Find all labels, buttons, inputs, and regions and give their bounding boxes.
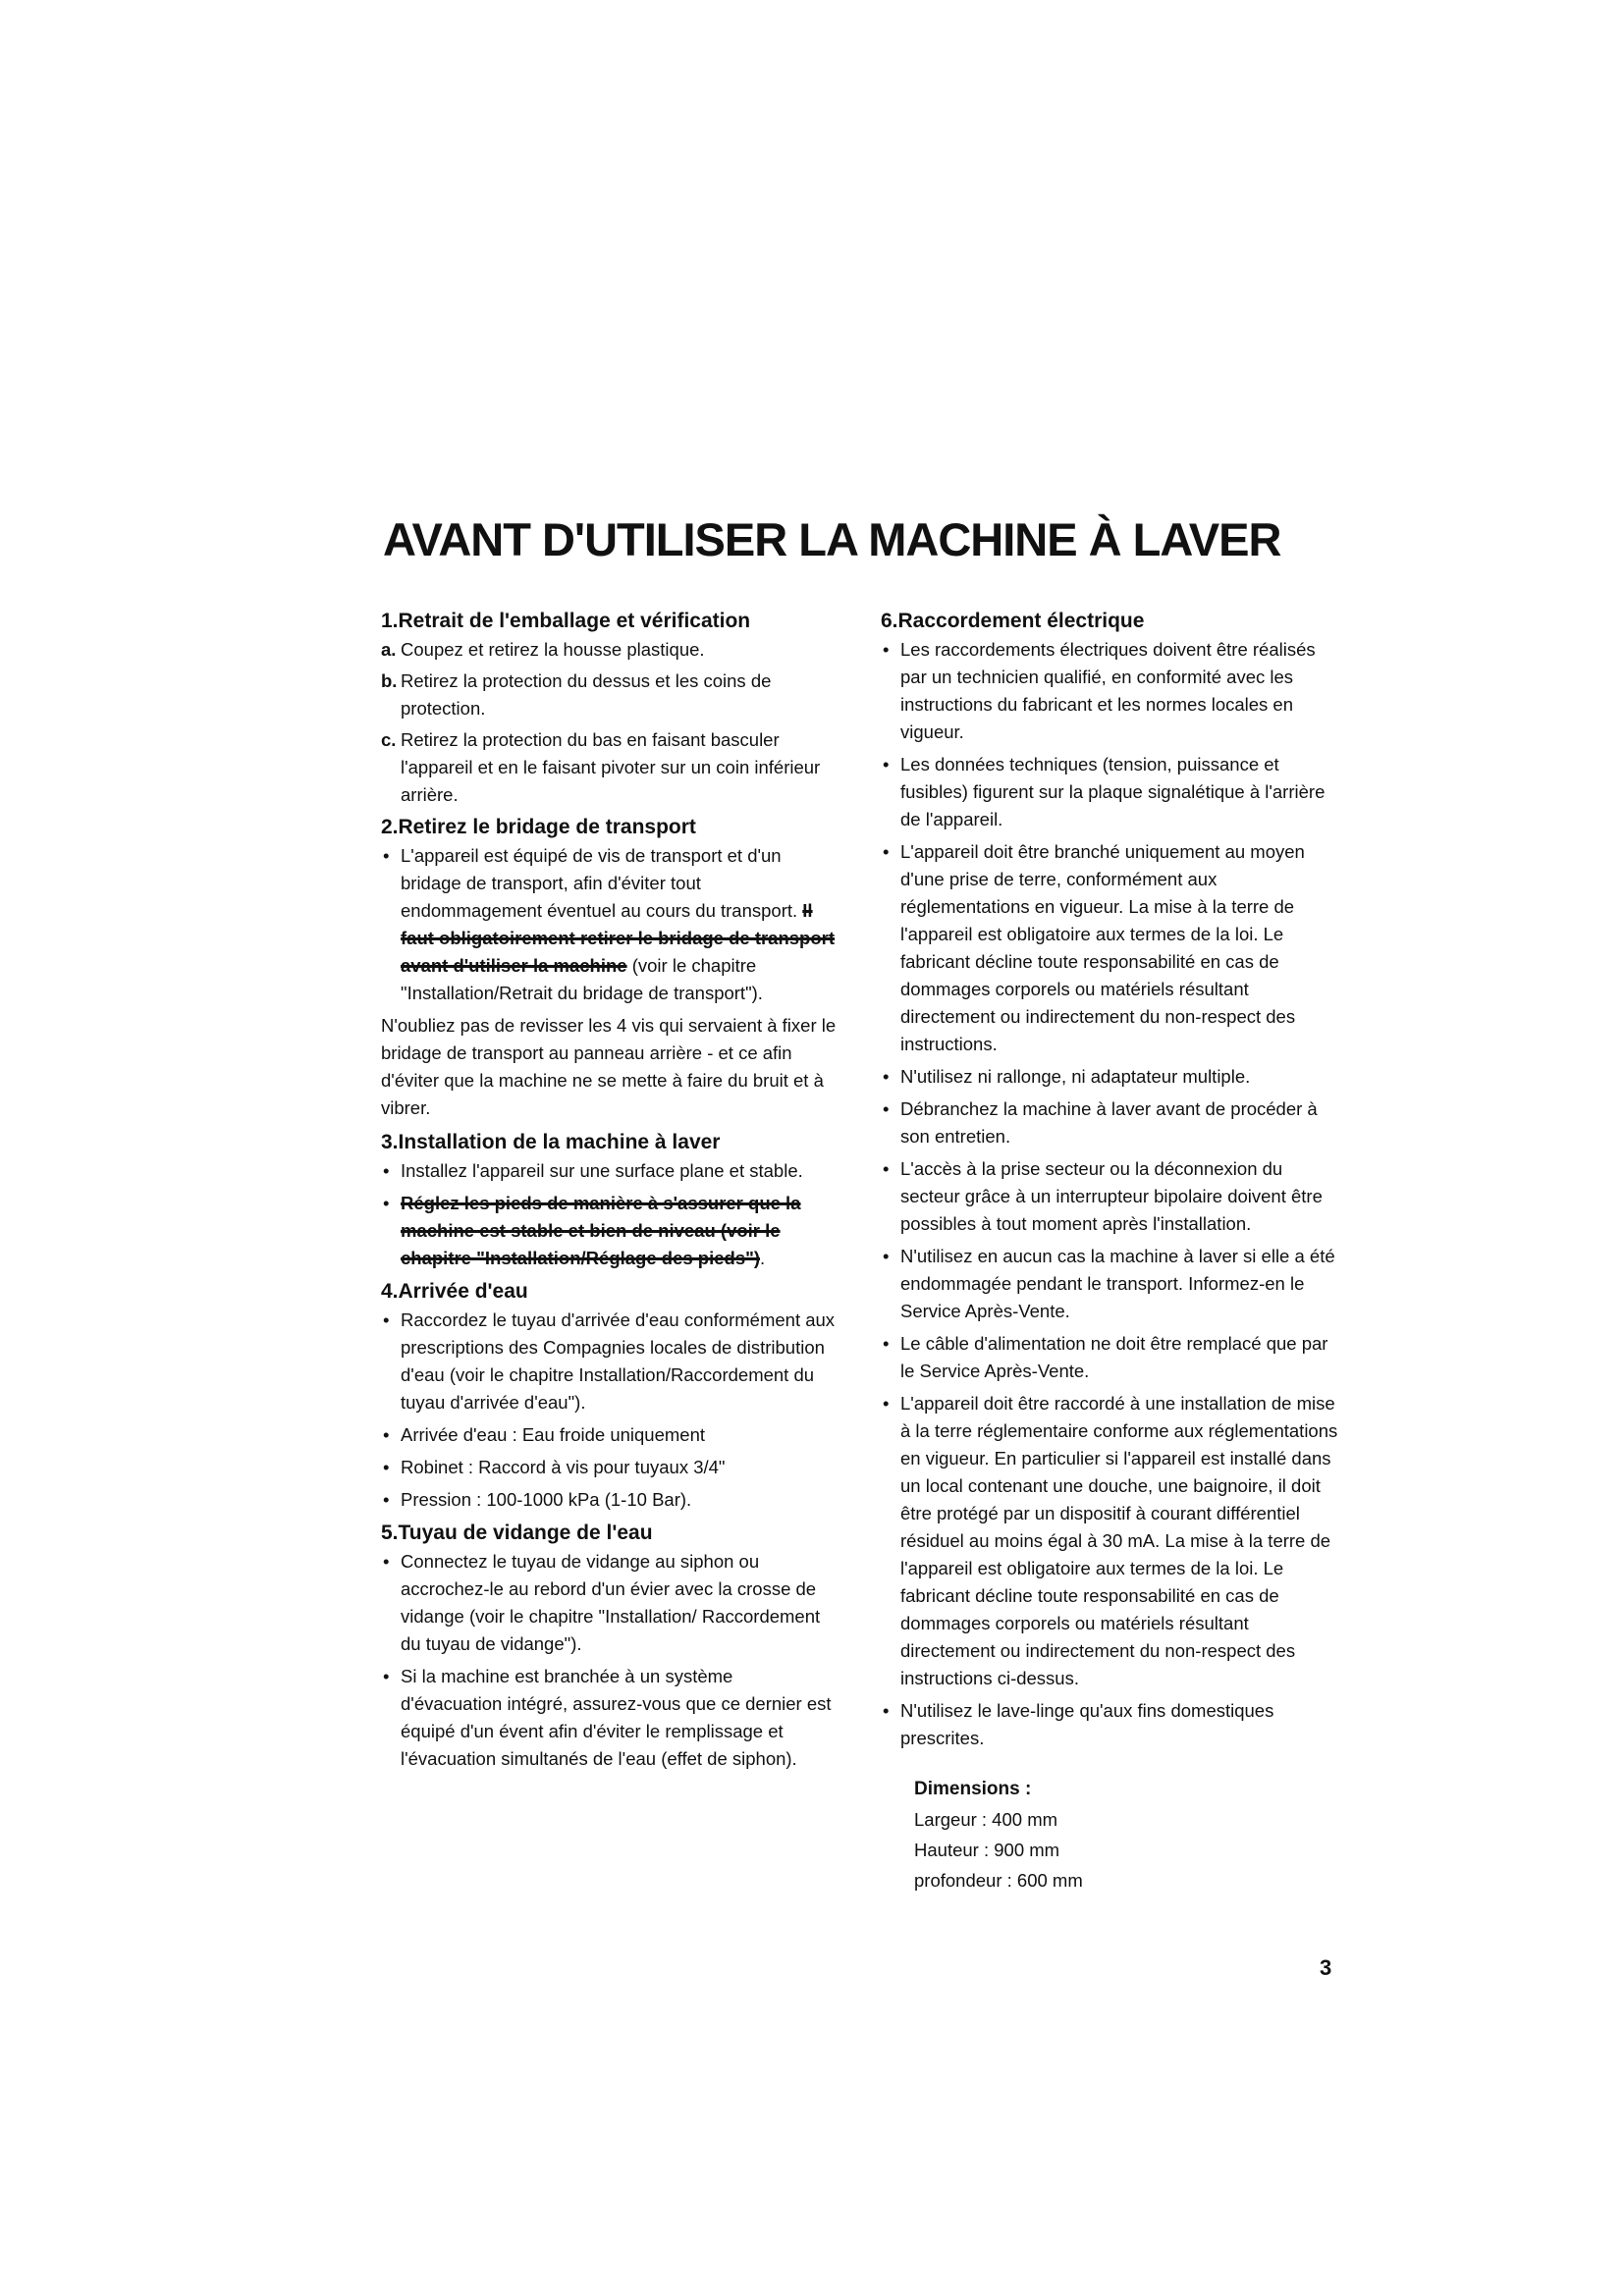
bullet-text: L'appareil est équipé de vis de transport et d'un bridage de transport, afin d'éviter tout endommagement éventuel au cours du transport. xyxy=(401,845,798,921)
dimension-height: Hauteur : 900 mm xyxy=(914,1840,1060,1860)
bullet-item: • L'accès à la prise secteur ou la déconnexion du secteur grâce à un interrupteur bipolaire doivent être possibles à tout moment après l'installation. xyxy=(881,1155,1338,1238)
right-column xyxy=(881,607,1338,1896)
dimensions-block xyxy=(914,1774,1338,1896)
bullet-item: • Raccordez le tuyau d'arrivée d'eau conformément aux prescriptions des Compagnies locales de distribution d'eau (voir le chapitre Installation/Raccordement du tuyau d'arrivée d'eau"). xyxy=(381,1307,838,1416)
item-text: Coupez et retirez la housse plastique. xyxy=(401,639,705,660)
item-marker: b. xyxy=(381,670,398,691)
section-heading-2: 2.Retirez le bridage de transport xyxy=(381,816,696,838)
page-title: AVANT D'UTILISER LA MACHINE À LAVER xyxy=(383,513,1281,565)
struck-text: Réglez les pieds de manière à s'assurer que la machine est stable et bien de niveau (voir le chapitre "Installation/Réglage des pieds") xyxy=(401,1193,801,1268)
section-heading-1: 1.Retrait de l'emballage et vérification xyxy=(381,610,751,632)
dimension-width: Largeur : 400 mm xyxy=(914,1809,1058,1830)
bullet-item: • Si la machine est branchée à un système d'évacuation intégré, assurez-vous que ce dernier est équipé d'un évent afin d'éviter le remplissage et l'évacuation simultanés de l'eau (effet de siphon). xyxy=(381,1663,838,1773)
bullet-item: • N'utilisez en aucun cas la machine à laver si elle a été endommagée pendant le transport. Informez-en le Service Après-Vente. xyxy=(881,1243,1338,1325)
bullet-item: • Arrivée d'eau : Eau froide uniquement xyxy=(381,1421,838,1449)
bullet-item: • Les raccordements électriques doivent être réalisés par un technicien qualifié, en conformité avec les instructions du fabricant et les normes locales en vigueur. xyxy=(881,636,1338,746)
bullet-text: (voir le chapitre "Installation/Retrait du bridage de transport"). xyxy=(401,955,763,1003)
bullet-item: • N'utilisez le lave-linge qu'aux fins domestiques prescrites. xyxy=(881,1697,1338,1752)
section-heading-4: 4.Arrivée d'eau xyxy=(381,1280,528,1303)
list-item xyxy=(381,667,838,722)
dimension-depth: profondeur : 600 mm xyxy=(914,1870,1083,1891)
bullet-item: • L'appareil doit être branché uniquement au moyen d'une prise de terre, conformément aux réglementations en vigueur. La mise à la terre de l'appareil est obligatoire aux termes de la loi. Le fabricant décline toute responsabilité en cas de dommages corporels ou matériels résultant directement ou indirectement du non-respect des instructions. xyxy=(881,838,1338,1058)
section-heading-3: 3.Installation de la machine à laver xyxy=(381,1131,721,1153)
list-item xyxy=(381,636,838,664)
page-number: 3 xyxy=(1320,1955,1332,1980)
section-heading-5: 5.Tuyau de vidange de l'eau xyxy=(381,1522,653,1544)
struck-text: Il faut obligatoirement retirer le bridage de transport avant d'utiliser la machine xyxy=(401,900,836,976)
left-column xyxy=(381,607,838,1778)
bullet-item: • Débranchez la machine à laver avant de procéder à son entretien. xyxy=(881,1095,1338,1150)
item-marker: a. xyxy=(381,639,397,660)
bullet-item: • N'utilisez ni rallonge, ni adaptateur multiple. xyxy=(881,1063,1338,1091)
bullet-item: • Connectez le tuyau de vidange au siphon ou accrochez-le au rebord d'un évier avec la crosse de vidange (voir le chapitre "Installation/ Raccordement du tuyau de vidange"). xyxy=(381,1548,838,1658)
bullet-item: • L'appareil doit être raccordé à une installation de mise à la terre réglementaire conforme aux réglementations en vigueur. En particulier si l'appareil est installé dans un local contenant une douche, une baignoire, il doit être protégé par un dispositif à courant différentiel résiduel au moins égal à 30 mA. La mise à la terre de l'appareil est obligatoire aux termes de la loi. Le fabricant décline toute responsabilité en cas de dommages corporels ou matériels résultant directement ou indirectement du non-respect des instructions ci-dessus. xyxy=(881,1390,1338,1692)
bullet-item: • Pression : 100-1000 kPa (1-10 Bar). xyxy=(381,1486,838,1514)
bullet-item: • Robinet : Raccord à vis pour tuyaux 3/4" xyxy=(381,1454,838,1481)
bullet-item: • Le câble d'alimentation ne doit être remplacé que par le Service Après-Vente. xyxy=(881,1330,1338,1385)
item-text: Retirez la protection du bas en faisant basculer l'appareil et en le faisant pivoter sur un coin inférieur arrière. xyxy=(401,729,821,805)
note-paragraph: N'oubliez pas de revisser les 4 vis qui servaient à fixer le bridage de transport au panneau arrière - et ce afin d'éviter que la machine ne se mette à faire du bruit et à vibrer. xyxy=(381,1015,837,1118)
section-heading-6: 6.Raccordement électrique xyxy=(881,610,1145,632)
dimensions-heading: Dimensions : xyxy=(914,1779,1032,1799)
bullet-item: • Installez l'appareil sur une surface plane et stable. xyxy=(381,1157,838,1185)
bullet-item xyxy=(381,1190,838,1272)
bullet-item: • Les données techniques (tension, puissance et fusibles) figurent sur la plaque signalétique à l'arrière de l'appareil. xyxy=(881,751,1338,833)
bullet-item xyxy=(381,842,838,1007)
item-marker: c. xyxy=(381,729,397,750)
item-text: Retirez la protection du dessus et les coins de protection. xyxy=(401,670,772,719)
list-item xyxy=(381,726,838,809)
bullet-text: . xyxy=(760,1248,766,1268)
